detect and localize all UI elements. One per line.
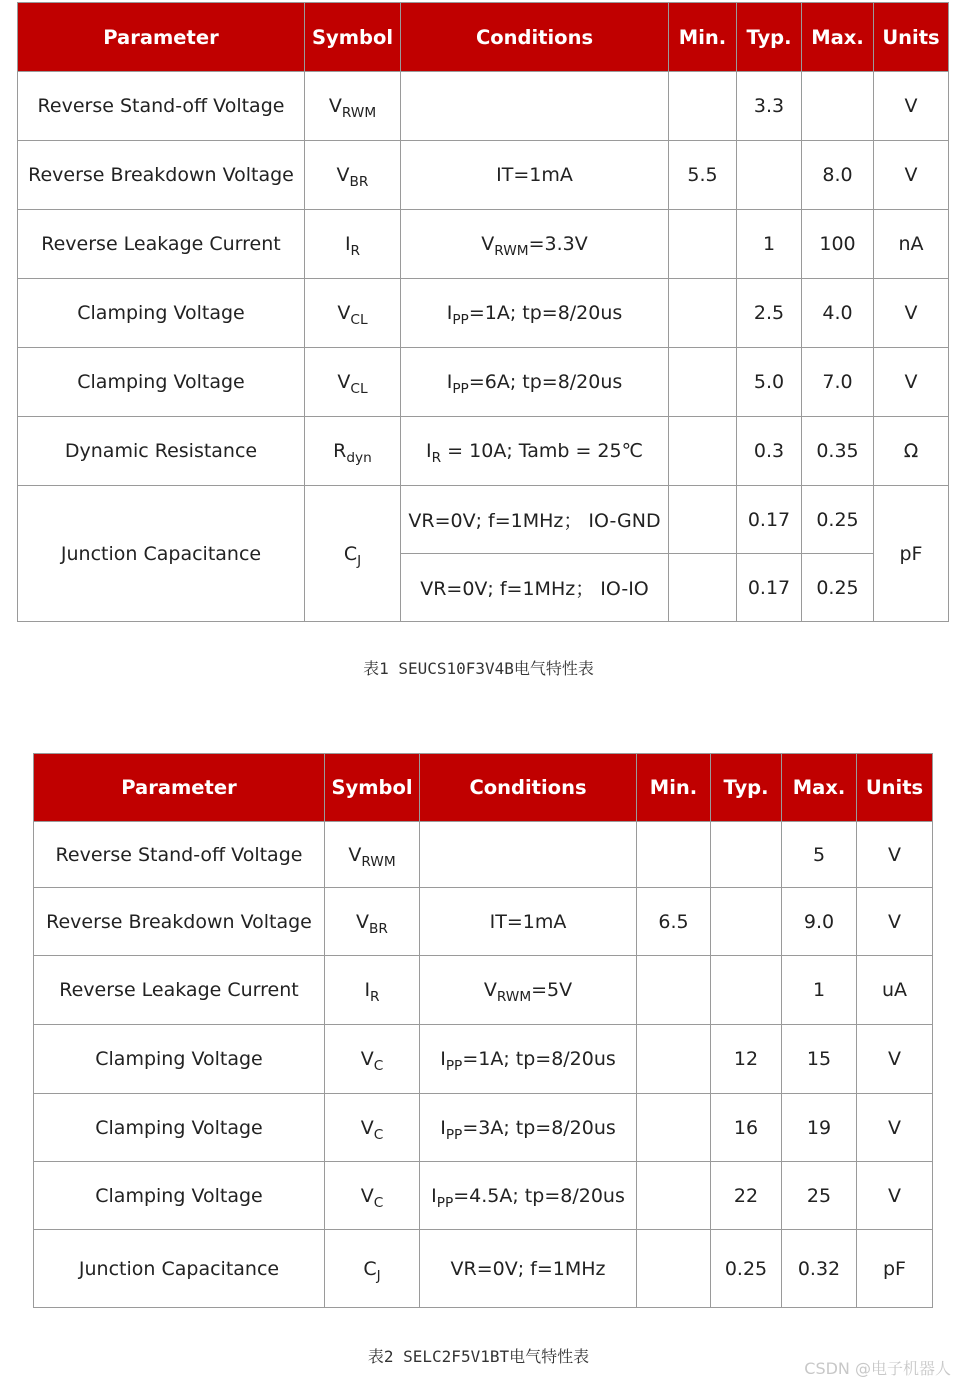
parameter-cell: Reverse Stand-off Voltage [18, 72, 305, 141]
table-row [18, 72, 949, 141]
conditions-subscript: RWM [496, 988, 532, 1005]
conditions-subscript: PP [445, 1057, 463, 1074]
conditions-text: =1A; tp=8/20us [468, 302, 623, 324]
units-cell: nA [874, 210, 949, 279]
conditions-text: I [431, 1184, 437, 1207]
max-cell: 5 [782, 822, 857, 888]
symbol-base: R [333, 440, 347, 462]
parameter-cell: Junction Capacitance [34, 1230, 325, 1308]
symbol-base: C [363, 1257, 377, 1280]
min-cell [669, 72, 737, 141]
max-cell: 7.0 [802, 348, 874, 417]
min-cell [637, 956, 711, 1025]
symbol-subscript: C [373, 1057, 384, 1074]
conditions-subscript: PP [452, 380, 469, 397]
symbol-base: C [343, 542, 358, 565]
max-cell: 100 [802, 210, 874, 279]
conditions-cell [401, 417, 669, 486]
conditions-cell [401, 72, 669, 141]
parameter-cell: Reverse Breakdown Voltage [18, 141, 305, 210]
conditions-cell [401, 279, 669, 348]
conditions-text: =3A; tp=8/20us [462, 1116, 616, 1139]
conditions-text: =1A; tp=8/20us [462, 1048, 616, 1070]
parameter-cell: Clamping Voltage [34, 1162, 325, 1230]
max-cell: 0.35 [802, 417, 874, 486]
symbol-base: I [344, 233, 351, 255]
parameter-cell: Reverse Breakdown Voltage [34, 888, 325, 956]
conditions-subscript: PP [436, 1194, 454, 1211]
conditions-cell [420, 1162, 637, 1230]
table-row [18, 279, 949, 348]
symbol-cell [305, 279, 401, 348]
symbol-base: V [360, 1184, 374, 1207]
symbol-subscript: RWM [361, 853, 396, 870]
min-cell [669, 554, 737, 622]
symbol-subscript: CL [350, 311, 368, 328]
min-cell: 5.5 [669, 141, 737, 210]
typ-cell: 0.17 [737, 554, 802, 622]
conditions-text: I [426, 440, 432, 462]
max-cell: 0.32 [782, 1230, 857, 1308]
watermark: CSDN @电子机器人 [804, 1359, 951, 1378]
typ-cell: 0.3 [737, 417, 802, 486]
units-cell: V [874, 279, 949, 348]
typ-cell [711, 888, 782, 956]
parameter-cell: Reverse Leakage Current [34, 956, 325, 1025]
conditions-cell [420, 1230, 637, 1308]
max-cell: 0.25 [802, 486, 874, 554]
column-header: Typ. [737, 3, 802, 72]
column-header: Parameter [18, 3, 305, 72]
min-cell [637, 1162, 711, 1230]
typ-cell: 5.0 [737, 348, 802, 417]
symbol-cell [325, 1162, 420, 1230]
parameter-cell: Clamping Voltage [18, 348, 305, 417]
max-cell: 0.25 [802, 554, 874, 622]
conditions-subscript: RWM [494, 242, 529, 259]
electrical-characteristics-table-2 [33, 753, 933, 1308]
symbol-subscript: R [370, 988, 380, 1005]
conditions-text: I [440, 1048, 446, 1070]
typ-cell: 22 [711, 1162, 782, 1230]
table-row [18, 141, 949, 210]
conditions-cell [420, 888, 637, 956]
units-cell: pF [857, 1230, 933, 1308]
table-row [34, 1162, 933, 1230]
typ-cell: 12 [711, 1025, 782, 1094]
column-header: Min. [637, 754, 711, 822]
parameter-cell: Clamping Voltage [18, 279, 305, 348]
parameter-cell: Reverse Stand-off Voltage [34, 822, 325, 888]
table-row [18, 486, 949, 554]
units-cell: Ω [874, 417, 949, 486]
max-cell: 1 [782, 956, 857, 1025]
symbol-cell [305, 417, 401, 486]
conditions-text: I [446, 302, 453, 324]
symbol-base: V [328, 95, 342, 117]
min-cell: 6.5 [637, 888, 711, 956]
symbol-subscript: RWM [341, 104, 377, 121]
units-cell: V [857, 1094, 933, 1162]
conditions-text: =3.3V [528, 233, 588, 255]
conditions-subscript: R [431, 449, 442, 466]
max-cell: 4.0 [802, 279, 874, 348]
symbol-base: V [337, 302, 351, 324]
units-cell: V [857, 888, 933, 956]
max-cell: 9.0 [782, 888, 857, 956]
symbol-cell [305, 486, 401, 622]
typ-cell: 0.25 [711, 1230, 782, 1308]
max-cell [802, 72, 874, 141]
min-cell [669, 417, 737, 486]
symbol-cell [305, 72, 401, 141]
symbol-cell [305, 348, 401, 417]
min-cell [669, 486, 737, 554]
conditions-text: =6A; tp=8/20us [468, 371, 623, 393]
conditions-subscript: PP [445, 1126, 463, 1143]
symbol-subscript: C [373, 1126, 384, 1143]
min-cell [669, 279, 737, 348]
parameter-cell: Reverse Leakage Current [18, 210, 305, 279]
conditions-cell [420, 1094, 637, 1162]
conditions-text: = 10A; Tamb = 25℃ [441, 440, 643, 462]
table-row [34, 1230, 933, 1308]
units-cell: V [857, 1025, 933, 1094]
symbol-base: V [356, 910, 370, 933]
min-cell [637, 822, 711, 888]
typ-cell [711, 822, 782, 888]
column-header: Min. [669, 3, 737, 72]
conditions-text: IT=1mA [489, 910, 567, 933]
units-cell: V [874, 348, 949, 417]
table-row [34, 1094, 933, 1162]
conditions-cell: VR=0V; f=1MHz； IO-IO [401, 554, 669, 622]
symbol-cell [325, 888, 420, 956]
max-cell: 8.0 [802, 141, 874, 210]
table-header-row [34, 754, 933, 822]
column-header: Typ. [711, 754, 782, 822]
min-cell [669, 348, 737, 417]
conditions-text: =5V [531, 979, 573, 1001]
min-cell [637, 1230, 711, 1308]
units-cell: V [857, 822, 933, 888]
column-header: Max. [782, 754, 857, 822]
parameter-cell: Junction Capacitance [18, 486, 305, 622]
typ-cell: 1 [737, 210, 802, 279]
min-cell [637, 1094, 711, 1162]
symbol-cell [325, 1025, 420, 1094]
max-cell: 15 [782, 1025, 857, 1094]
symbol-base: V [337, 371, 351, 393]
parameter-cell: Dynamic Resistance [18, 417, 305, 486]
column-header: Conditions [420, 754, 637, 822]
min-cell [637, 1025, 711, 1094]
symbol-subscript: J [357, 552, 362, 569]
symbol-base: V [336, 164, 350, 186]
symbol-cell [325, 1094, 420, 1162]
column-header: Symbol [305, 3, 401, 72]
typ-cell: 3.3 [737, 72, 802, 141]
conditions-cell [420, 1025, 637, 1094]
symbol-cell [325, 956, 420, 1025]
symbol-subscript: J [376, 1267, 381, 1284]
symbol-subscript: BR [369, 920, 388, 937]
units-cell: pF [874, 486, 949, 622]
table-row [34, 888, 933, 956]
table-row [18, 348, 949, 417]
typ-cell: 0.17 [737, 486, 802, 554]
column-header: Parameter [34, 754, 325, 822]
table-row [34, 822, 933, 888]
conditions-text: V [481, 233, 495, 255]
symbol-cell [305, 141, 401, 210]
electrical-characteristics-table-1 [17, 2, 949, 622]
typ-cell: 16 [711, 1094, 782, 1162]
conditions-cell [401, 348, 669, 417]
parameter-cell: Clamping Voltage [34, 1094, 325, 1162]
table-row [34, 956, 933, 1025]
conditions-text: IT=1mA [496, 164, 573, 186]
min-cell [669, 210, 737, 279]
symbol-subscript: CL [350, 380, 368, 397]
table-row [18, 417, 949, 486]
typ-cell [711, 956, 782, 1025]
table-row [34, 1025, 933, 1094]
symbol-cell [325, 822, 420, 888]
column-header: Symbol [325, 754, 420, 822]
column-header: Units [874, 3, 949, 72]
conditions-cell: VR=0V; f=1MHz； IO-GND [401, 486, 669, 554]
max-cell: 19 [782, 1094, 857, 1162]
symbol-subscript: dyn [346, 449, 372, 466]
symbol-base: I [364, 979, 371, 1001]
conditions-cell [420, 822, 637, 888]
symbol-base: V [360, 1116, 374, 1139]
typ-cell: 2.5 [737, 279, 802, 348]
conditions-text: VR=0V; f=1MHz [450, 1257, 606, 1280]
parameter-cell: Clamping Voltage [34, 1025, 325, 1094]
column-header: Conditions [401, 3, 669, 72]
units-cell: V [874, 72, 949, 141]
symbol-base: V [360, 1048, 374, 1070]
table-1-caption: 表1 SEUCS10F3V4B电气特性表 [363, 659, 594, 678]
max-cell: 25 [782, 1162, 857, 1230]
symbol-base: V [348, 843, 362, 866]
units-cell: V [874, 141, 949, 210]
column-header: Units [857, 754, 933, 822]
table-row [18, 210, 949, 279]
symbol-subscript: R [350, 242, 361, 259]
symbol-cell [325, 1230, 420, 1308]
units-cell: uA [857, 956, 933, 1025]
conditions-subscript: PP [452, 311, 469, 328]
typ-cell [737, 141, 802, 210]
conditions-text: I [440, 1116, 446, 1139]
conditions-cell [401, 210, 669, 279]
conditions-text: =4.5A; tp=8/20us [453, 1184, 625, 1207]
symbol-cell [305, 210, 401, 279]
table-header-row [18, 3, 949, 72]
table-2-caption: 表2 SELC2F5V1BT电气特性表 [367, 1347, 590, 1366]
conditions-cell [420, 956, 637, 1025]
column-header: Max. [802, 3, 874, 72]
symbol-subscript: C [373, 1194, 384, 1211]
units-cell: V [857, 1162, 933, 1230]
symbol-subscript: BR [349, 173, 369, 190]
conditions-text: I [446, 371, 453, 393]
conditions-cell [401, 141, 669, 210]
conditions-text: V [483, 979, 497, 1001]
